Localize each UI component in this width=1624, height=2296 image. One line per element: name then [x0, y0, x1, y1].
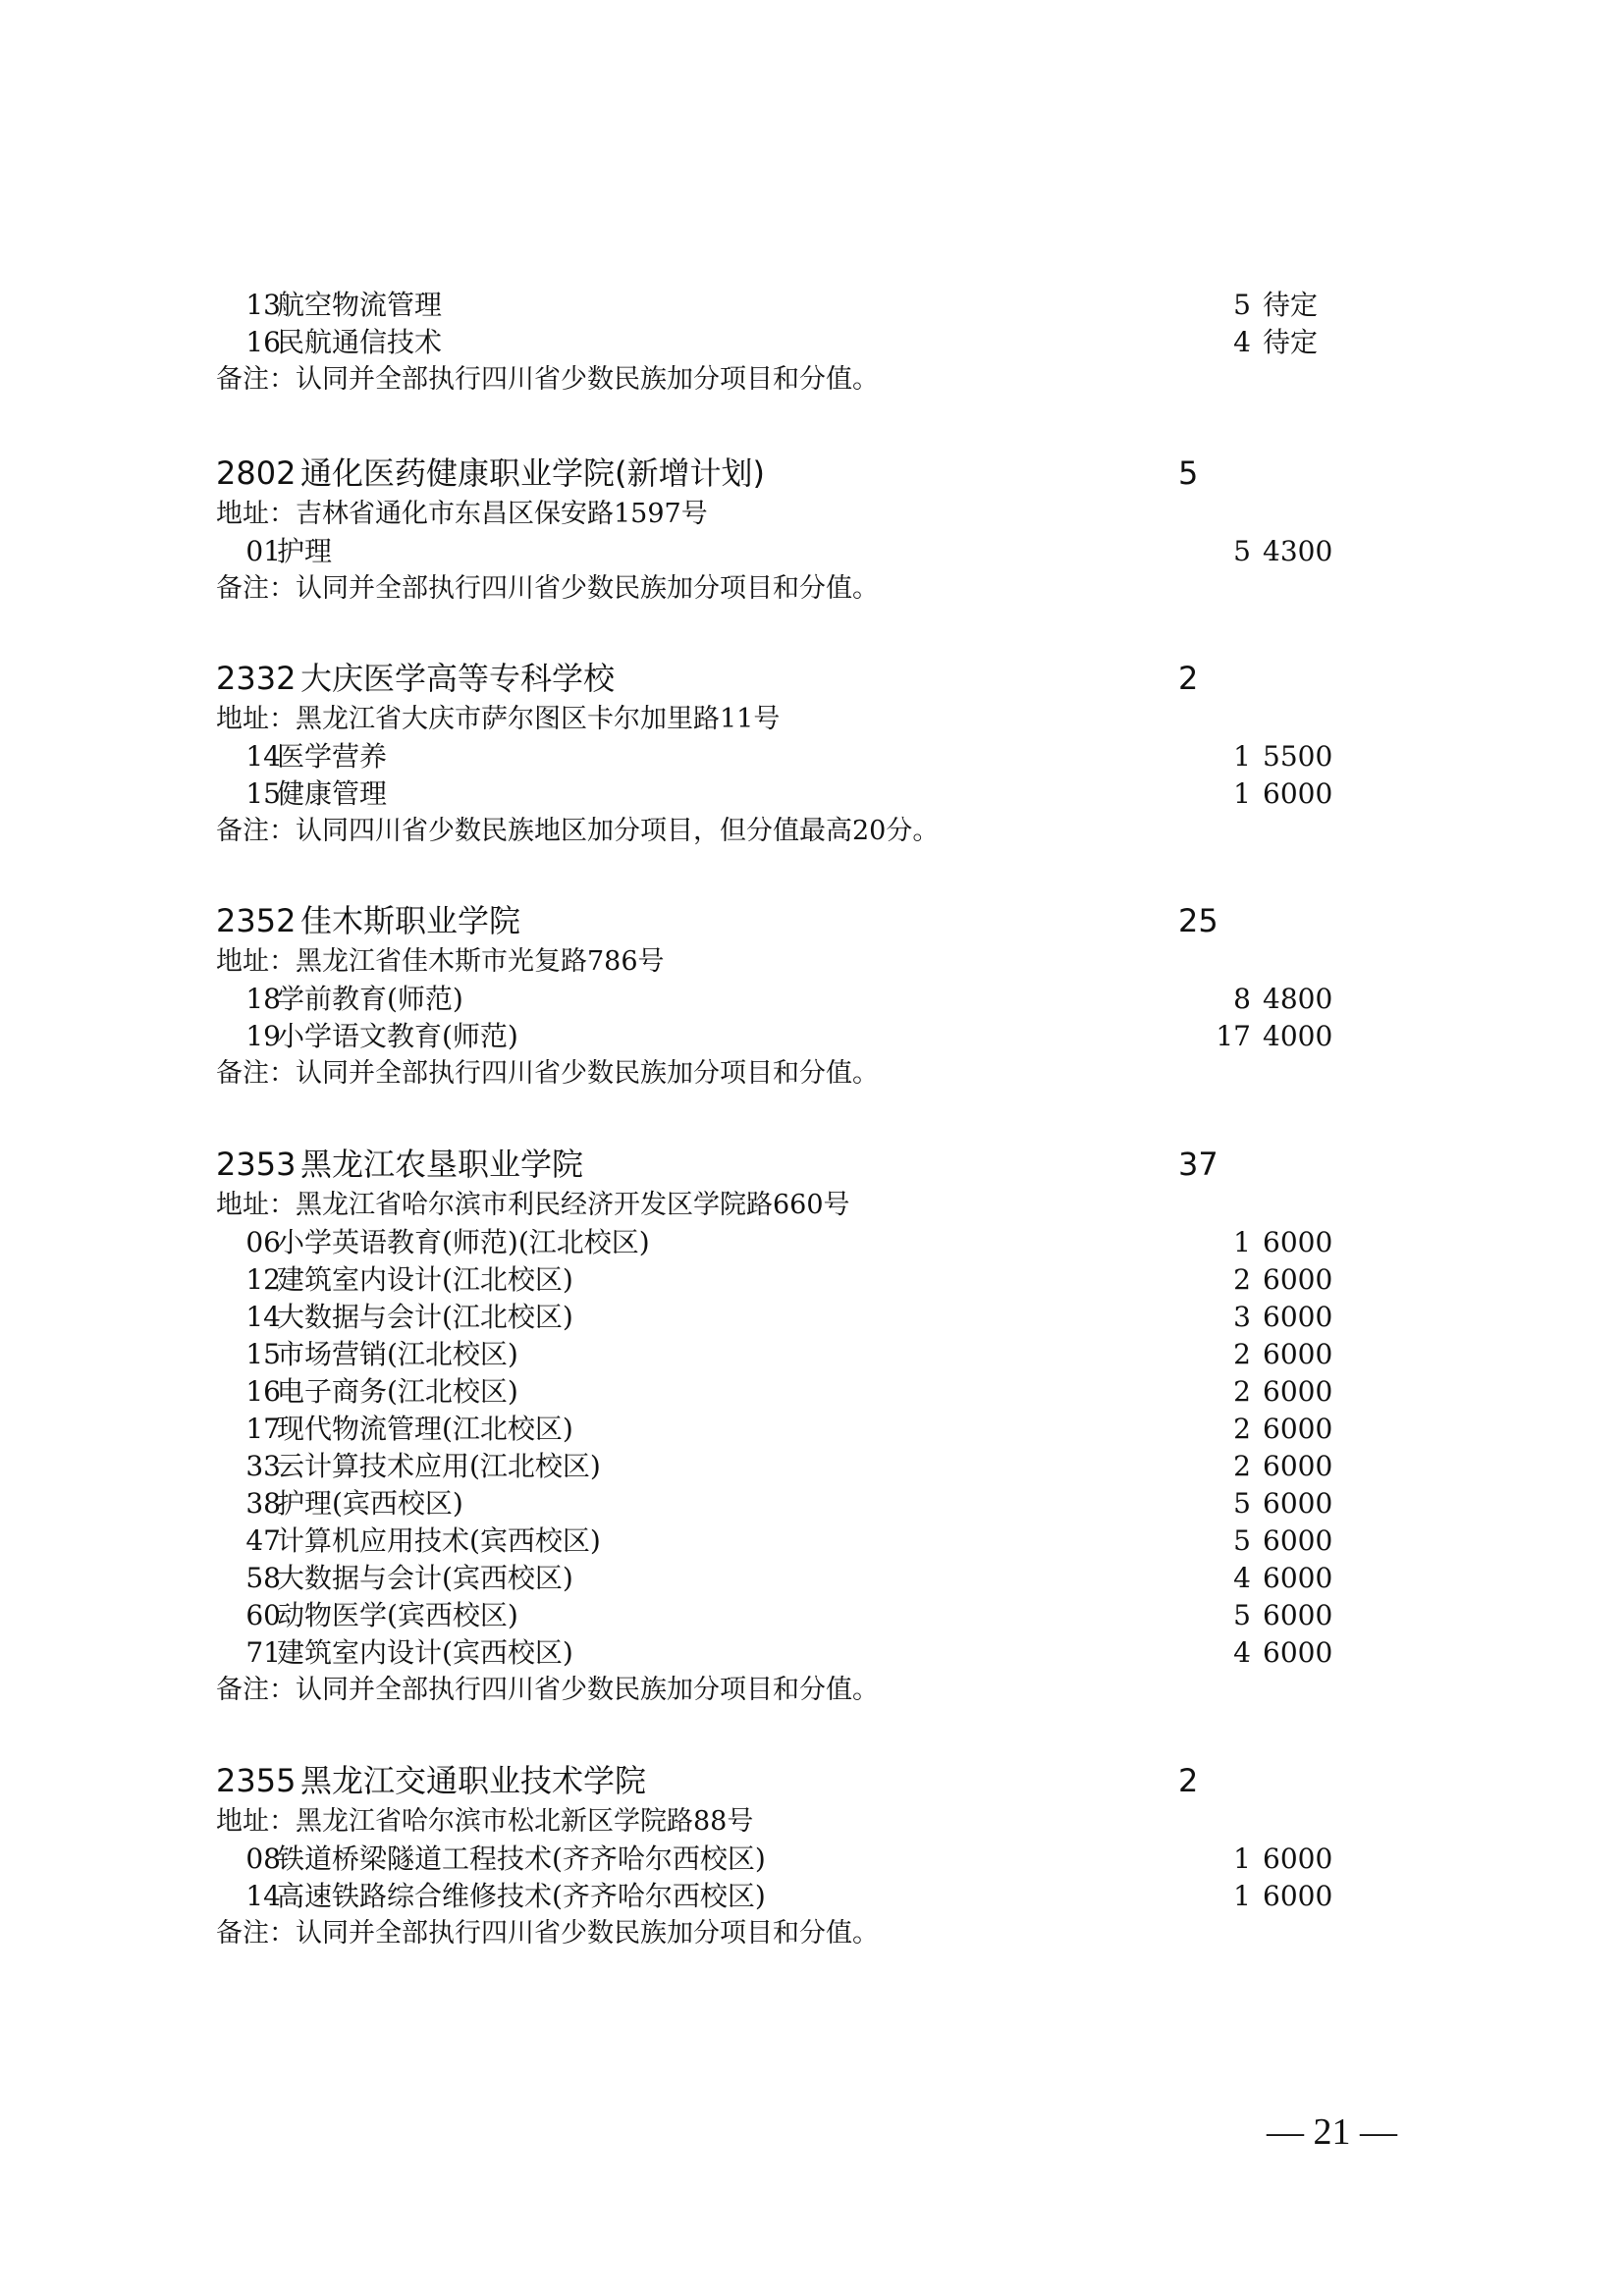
school-quota: 2 [1178, 660, 1199, 697]
program-fee: 4000 [1263, 1020, 1333, 1052]
program-code: 14 [245, 740, 281, 773]
program-count: 4 [1233, 1636, 1251, 1669]
continued-school-fragment [216, 287, 1394, 399]
note-row [216, 813, 1394, 850]
program-code: 16 [245, 1375, 281, 1408]
program-fee: 6000 [1263, 1413, 1333, 1445]
program-name: 健康管理 [277, 777, 388, 810]
program-name: 高速铁路综合维修技术(齐齐哈尔西校区) [277, 1880, 766, 1912]
program-fee: 6000 [1263, 1226, 1333, 1258]
address-row [216, 1803, 1394, 1841]
program-code: 15 [245, 777, 281, 810]
program-code: 13 [245, 289, 281, 321]
program-fee: 4800 [1263, 983, 1333, 1015]
school-block [216, 1142, 1394, 1709]
program-count: 2 [1233, 1413, 1251, 1445]
program-fee: 6000 [1263, 1880, 1333, 1912]
program-fee: 待定 [1263, 326, 1319, 358]
program-row [216, 1373, 1394, 1411]
program-count: 3 [1233, 1301, 1251, 1333]
school-name: 黑龙江农垦职业学院 [300, 1146, 584, 1183]
note-text: 备注：认同并全部执行四川省少数民族加分项目和分值。 [216, 1058, 879, 1089]
note-text: 备注：认同四川省少数民族地区加分项目，但分值最高20分。 [216, 816, 940, 846]
program-row [216, 324, 1394, 361]
program-name: 动物医学(宾西校区) [277, 1599, 518, 1631]
program-row [216, 1841, 1394, 1878]
school-name: 通化医药健康职业学院(新增计划) [300, 454, 765, 492]
program-count: 5 [1233, 289, 1251, 321]
address-row [216, 496, 1394, 533]
program-name: 学前教育(师范) [277, 983, 463, 1015]
program-fee: 6000 [1263, 1636, 1333, 1669]
program-row [216, 981, 1394, 1018]
program-fee: 6000 [1263, 1450, 1333, 1482]
program-name: 铁道桥梁隧道工程技术(齐齐哈尔西校区) [277, 1842, 766, 1875]
school-header [216, 898, 1394, 943]
school-name: 大庆医学高等专科学校 [300, 660, 616, 697]
program-fee: 6000 [1263, 1301, 1333, 1333]
school-header [216, 1758, 1394, 1803]
program-fee: 4300 [1263, 535, 1333, 567]
program-fee: 6000 [1263, 1562, 1333, 1594]
address-row [216, 943, 1394, 981]
program-code: 38 [245, 1487, 281, 1520]
program-code: 14 [245, 1301, 281, 1333]
program-name: 小学英语教育(师范)(江北校区) [277, 1226, 650, 1258]
program-row [216, 1597, 1394, 1634]
program-count: 2 [1233, 1375, 1251, 1408]
program-code: 15 [245, 1338, 281, 1370]
program-row [216, 738, 1394, 775]
note-text: 备注：认同并全部执行四川省少数民族加分项目和分值。 [216, 1918, 879, 1949]
school-header [216, 1142, 1394, 1187]
program-count: 5 [1233, 535, 1251, 567]
program-code: 17 [245, 1413, 281, 1445]
program-row [216, 1299, 1394, 1336]
program-code: 18 [245, 983, 281, 1015]
program-code: 47 [245, 1524, 281, 1557]
program-row [216, 1448, 1394, 1485]
program-fee: 6000 [1263, 1524, 1333, 1557]
program-fee: 6000 [1263, 1263, 1333, 1296]
program-fee: 6000 [1263, 1375, 1333, 1408]
program-name: 护理(宾西校区) [277, 1487, 463, 1520]
program-count: 1 [1233, 1880, 1251, 1912]
program-count: 5 [1233, 1524, 1251, 1557]
program-name: 云计算技术应用(江北校区) [277, 1450, 601, 1482]
school-name: 黑龙江交通职业技术学院 [300, 1762, 647, 1799]
program-name: 民航通信技术 [277, 326, 443, 358]
program-fee: 5500 [1263, 740, 1333, 773]
school-block [216, 451, 1394, 608]
program-name: 计算机应用技术(宾西校区) [277, 1524, 601, 1557]
program-row [216, 1018, 1394, 1055]
program-row [216, 1224, 1394, 1261]
address-text: 地址：黑龙江省哈尔滨市利民经济开发区学院路660号 [216, 1190, 850, 1220]
address-row [216, 1187, 1394, 1224]
program-count: 2 [1233, 1338, 1251, 1370]
school-header [216, 656, 1394, 701]
school-block [216, 898, 1394, 1093]
program-row [216, 1522, 1394, 1560]
program-row [216, 775, 1394, 813]
note-row [216, 1915, 1394, 1952]
program-name: 市场营销(江北校区) [277, 1338, 518, 1370]
note-row [216, 361, 1394, 399]
program-name: 小学语文教育(师范) [277, 1020, 518, 1052]
school-quota: 2 [1178, 1762, 1199, 1799]
school-code: 2802 [216, 454, 297, 492]
program-count: 4 [1233, 1562, 1251, 1594]
program-code: 16 [245, 326, 281, 358]
program-row [216, 1261, 1394, 1299]
page-number: — 21 — [1267, 2111, 1397, 2153]
program-fee: 待定 [1263, 289, 1319, 321]
program-code: 01 [245, 535, 281, 567]
program-name: 建筑室内设计(宾西校区) [277, 1636, 573, 1669]
program-code: 06 [245, 1226, 281, 1258]
program-name: 电子商务(江北校区) [277, 1375, 518, 1408]
school-code: 2352 [216, 902, 297, 939]
program-count: 1 [1233, 1226, 1251, 1258]
program-code: 08 [245, 1842, 281, 1875]
school-code: 2353 [216, 1146, 297, 1183]
program-count: 5 [1233, 1599, 1251, 1631]
program-row [216, 1560, 1394, 1597]
program-row [216, 287, 1394, 324]
program-code: 14 [245, 1880, 281, 1912]
program-row [216, 1411, 1394, 1448]
school-code: 2355 [216, 1762, 297, 1799]
address-text: 地址：黑龙江省佳木斯市光复路786号 [216, 946, 665, 977]
note-row [216, 1672, 1394, 1709]
program-count: 8 [1233, 983, 1251, 1015]
program-code: 71 [245, 1636, 281, 1669]
address-text: 地址：黑龙江省哈尔滨市松北新区学院路88号 [216, 1806, 754, 1837]
school-block [216, 656, 1394, 850]
program-row [216, 1336, 1394, 1373]
program-code: 19 [245, 1020, 281, 1052]
program-code: 60 [245, 1599, 281, 1631]
program-code: 58 [245, 1562, 281, 1594]
program-name: 医学营养 [277, 740, 388, 773]
program-count: 17 [1216, 1020, 1251, 1052]
school-quota: 5 [1178, 454, 1199, 492]
note-row [216, 1055, 1394, 1093]
program-count: 2 [1233, 1450, 1251, 1482]
school-quota: 37 [1178, 1146, 1218, 1183]
address-row [216, 701, 1394, 738]
program-name: 大数据与会计(宾西校区) [277, 1562, 573, 1594]
program-fee: 6000 [1263, 1487, 1333, 1520]
program-fee: 6000 [1263, 777, 1333, 810]
program-count: 1 [1233, 1842, 1251, 1875]
program-count: 1 [1233, 777, 1251, 810]
program-count: 5 [1233, 1487, 1251, 1520]
program-name: 航空物流管理 [277, 289, 443, 321]
program-fee: 6000 [1263, 1599, 1333, 1631]
note-row [216, 570, 1394, 608]
address-text: 地址：黑龙江省大庆市萨尔图区卡尔加里路11号 [216, 704, 781, 734]
school-block [216, 1758, 1394, 1952]
program-count: 2 [1233, 1263, 1251, 1296]
school-quota: 25 [1178, 902, 1218, 939]
program-row [216, 1878, 1394, 1915]
note-text: 备注：认同并全部执行四川省少数民族加分项目和分值。 [216, 364, 879, 395]
school-header [216, 451, 1394, 496]
school-name: 佳木斯职业学院 [300, 902, 521, 939]
program-name: 现代物流管理(江北校区) [277, 1413, 573, 1445]
program-name: 大数据与会计(江北校区) [277, 1301, 573, 1333]
program-fee: 6000 [1263, 1842, 1333, 1875]
program-fee: 6000 [1263, 1338, 1333, 1370]
program-row [216, 533, 1394, 570]
program-name: 护理 [277, 535, 333, 567]
school-code: 2332 [216, 660, 297, 697]
program-code: 33 [245, 1450, 281, 1482]
program-count: 4 [1233, 326, 1251, 358]
program-count: 1 [1233, 740, 1251, 773]
program-name: 建筑室内设计(江北校区) [277, 1263, 573, 1296]
program-row [216, 1634, 1394, 1672]
address-text: 地址：吉林省通化市东昌区保安路1597号 [216, 499, 708, 529]
note-text: 备注：认同并全部执行四川省少数民族加分项目和分值。 [216, 573, 879, 604]
note-text: 备注：认同并全部执行四川省少数民族加分项目和分值。 [216, 1675, 879, 1705]
program-row [216, 1485, 1394, 1522]
program-code: 12 [245, 1263, 281, 1296]
